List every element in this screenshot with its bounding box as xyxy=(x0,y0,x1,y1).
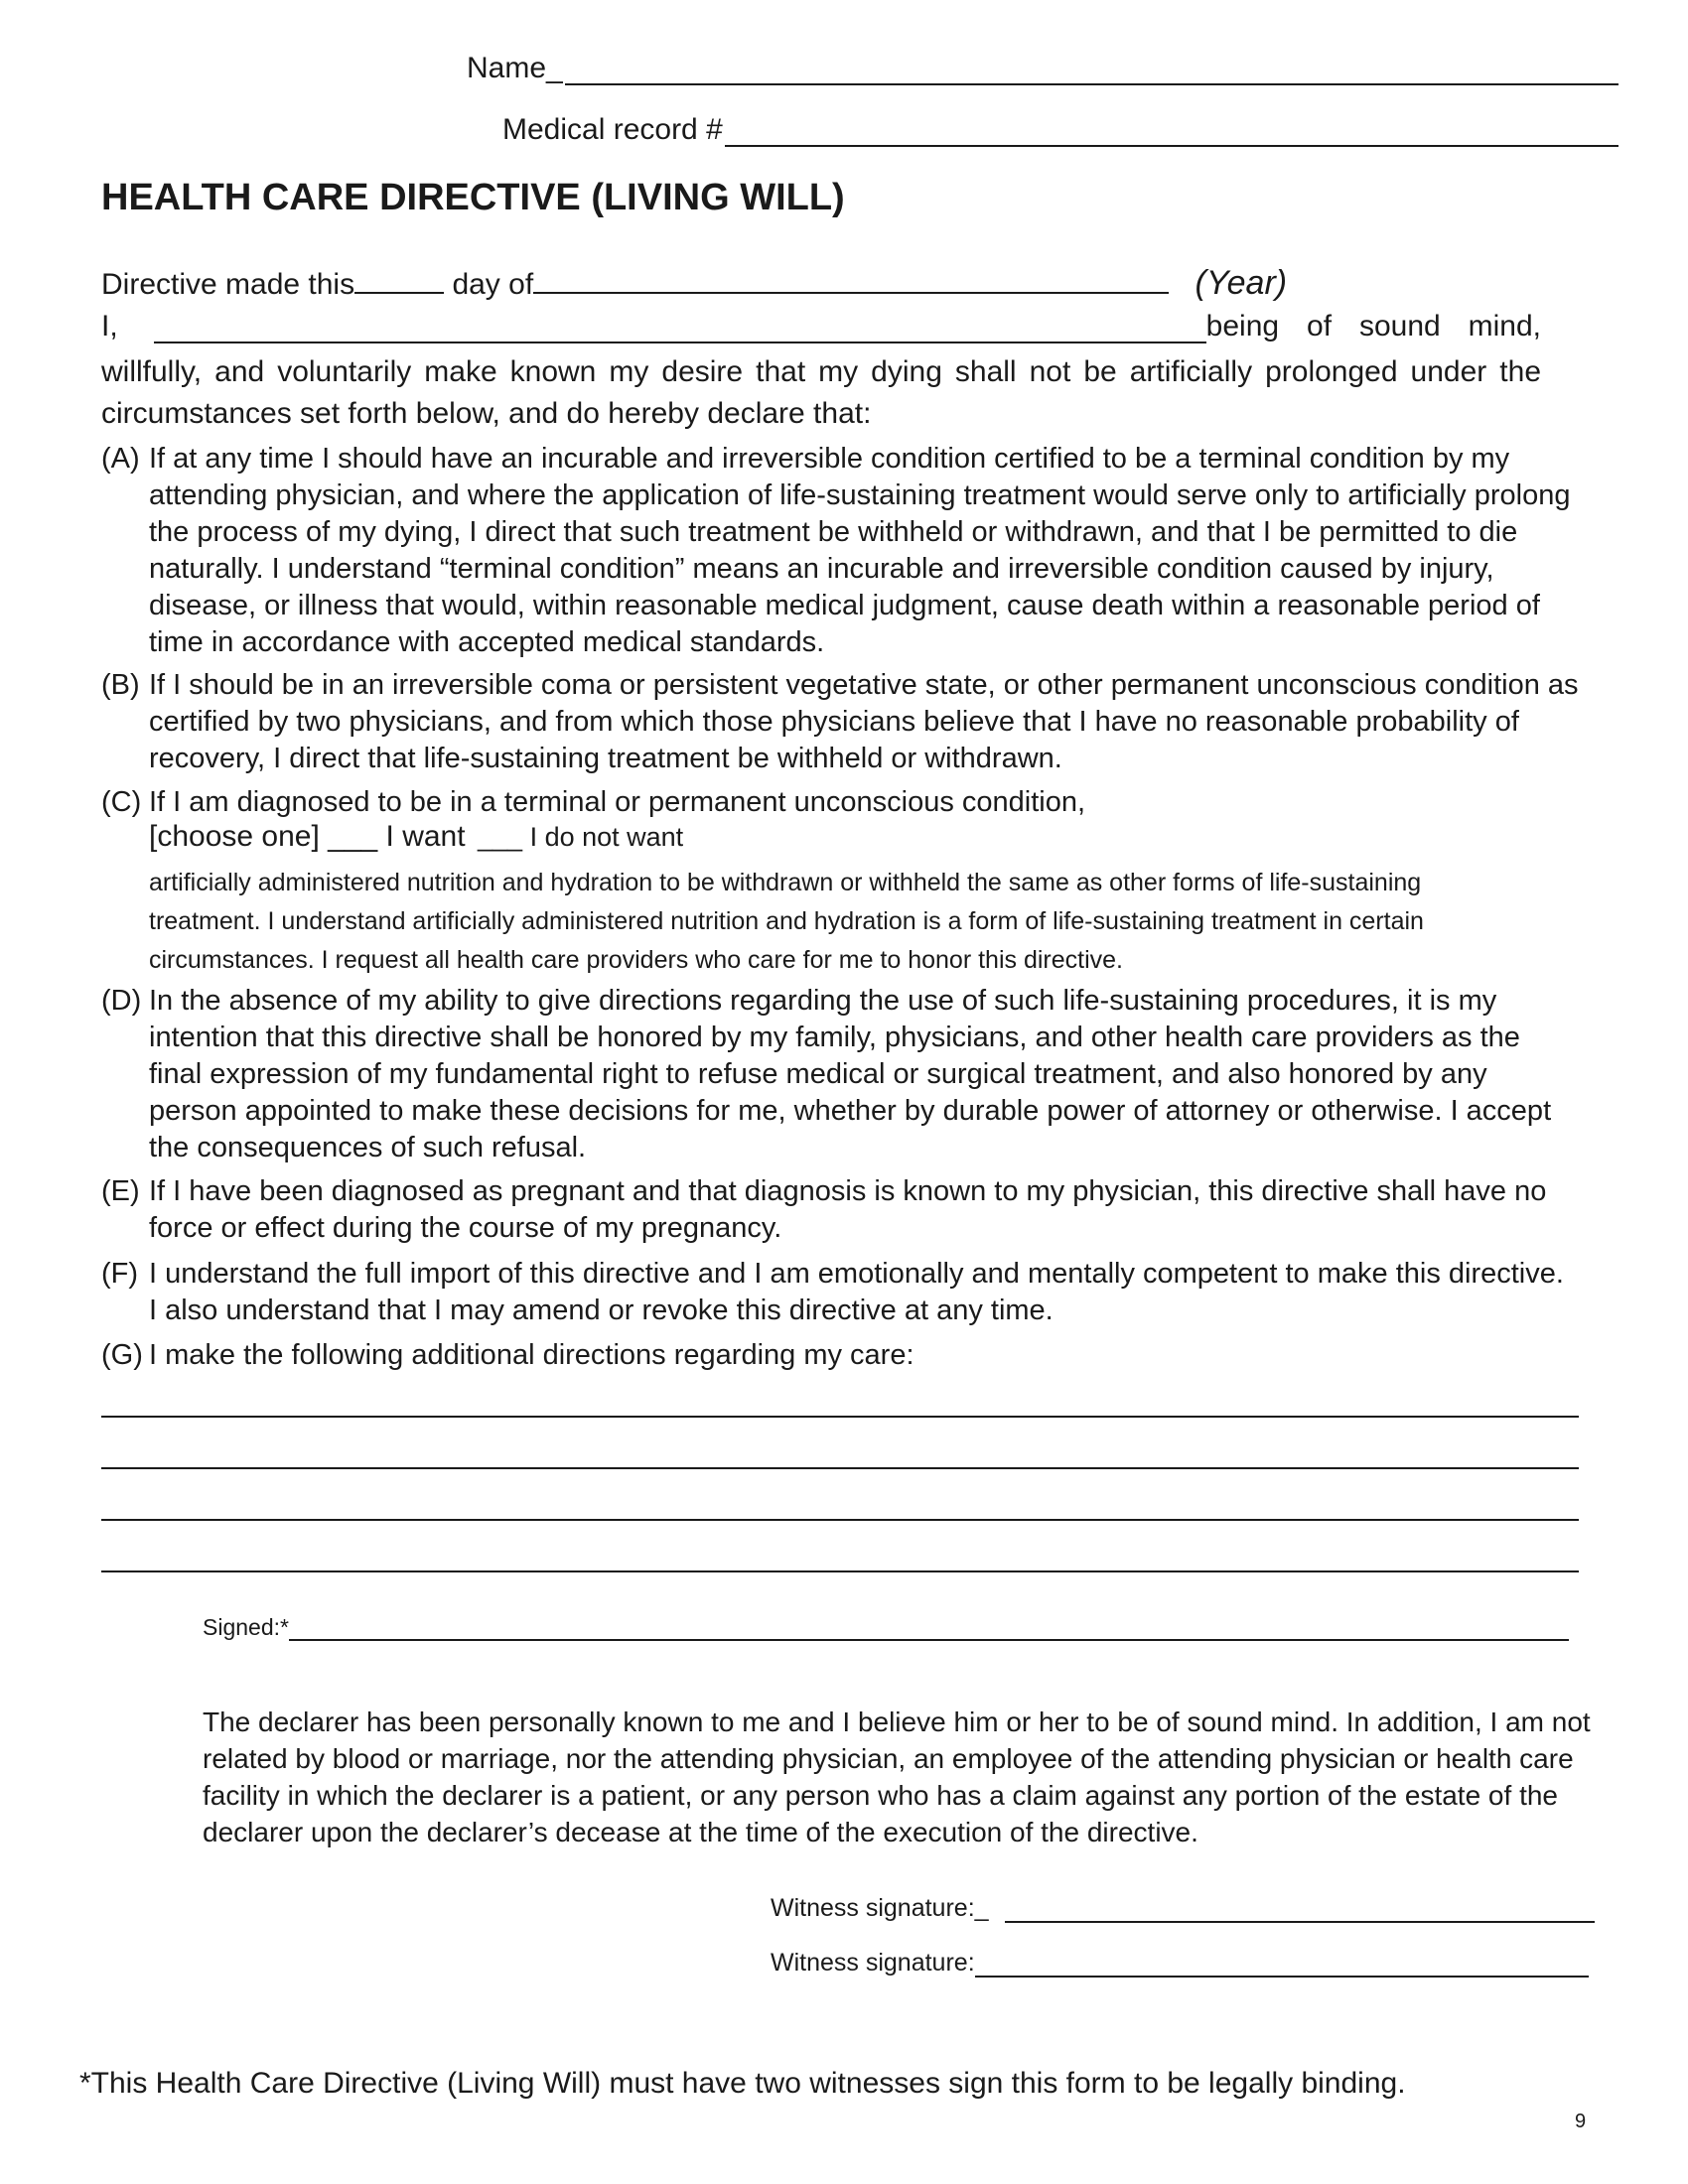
witness-signature-label: Witness signature: xyxy=(771,1949,975,1977)
item-e-label: (E) xyxy=(101,1175,140,1207)
additional-directions-line[interactable] xyxy=(101,1570,1579,1572)
medical-record-field xyxy=(502,113,1618,147)
witness-signature-input-line[interactable] xyxy=(975,1954,1589,1978)
name-label: Name_ xyxy=(467,52,563,84)
medical-record-label: Medical record # xyxy=(502,113,723,146)
witness-signature-field-1 xyxy=(771,1894,1595,1923)
additional-directions-line[interactable] xyxy=(101,1467,1579,1469)
day-of-label: day of xyxy=(452,268,534,301)
medical-record-input-line[interactable] xyxy=(725,121,1618,147)
choice-line xyxy=(149,820,683,854)
item-a-label: (A) xyxy=(101,443,140,475)
item-c-label: (C) xyxy=(101,786,142,818)
directive-date-line xyxy=(101,264,1287,303)
name-field xyxy=(467,52,1618,85)
name-input-line[interactable] xyxy=(565,60,1618,85)
item-d-label: (D) xyxy=(101,985,142,1017)
i-label: I, xyxy=(101,310,118,342)
item-g-text: I make the following additional directions regarding my care: xyxy=(149,1339,914,1371)
witness-statement: The declarer has been personally known to me and I believe him or her to be of sound mind. In addition, I am not related by blood or marriage, nor the attending physician, an employee of the attending physician or health care facility in which the declarer is a patient, or any person who has a claim against any portion of the estate of the declarer upon the declarer’s decease at the time of the execution of the directive. xyxy=(203,1706,1591,1847)
item-g-label: (G) xyxy=(101,1339,143,1371)
footnote: *This Health Care Directive (Living Will) must have two witnesses sign this form to be legally binding. xyxy=(79,2067,1406,2100)
witness-signature-field-2 xyxy=(771,1949,1589,1978)
item-e-text: If I have been diagnosed as pregnant and that diagnosis is known to my physician, this directive shall have no force or effect during the course of my pregnancy. xyxy=(149,1175,1547,1244)
directive-made-this-label: Directive made this xyxy=(101,268,355,301)
signed-label: Signed:* xyxy=(203,1614,289,1640)
item-b-label: (B) xyxy=(101,669,140,701)
item-c-text: If I am diagnosed to be in a terminal or permanent unconscious condition, xyxy=(149,786,1086,818)
day-input-line[interactable] xyxy=(354,266,444,294)
do-not-want-option[interactable]: ___ I do not want xyxy=(478,822,684,852)
additional-directions-line[interactable] xyxy=(101,1416,1579,1418)
being-of-sound-mind-label: being of sound mind, xyxy=(1205,310,1541,342)
signature-input-line[interactable] xyxy=(289,1619,1569,1641)
page-title: HEALTH CARE DIRECTIVE (LIVING WILL) xyxy=(101,177,845,218)
choose-one-want-option[interactable]: [choose one] ___ I want xyxy=(149,820,466,853)
year-label: (Year) xyxy=(1195,264,1288,302)
item-f-text: I understand the full import of this directive and I am emotionally and mentally competent to make this directive. I also understand that I may amend or revoke this directive at any time. xyxy=(149,1258,1564,1326)
item-d-text: In the absence of my ability to give directions regarding the use of such life-sustaining procedures, it is my intention that this directive shall be honored by my family, physicians, and other health care providers as the final expression of my fundamental right to refuse medical or surgical treatment, and also honored by any person appointed to make these decisions for me, whether by durable power of attorney or otherwise. I accept the consequences of such refusal. xyxy=(149,985,1552,1163)
signed-field xyxy=(203,1614,1569,1641)
choice-continuation: artificially administered nutrition and hydration to be withdrawn or withheld the same as other forms of life-sustaining treatment. I understand artificially administered nutrition and hydration is a form of life-sustaining treatment in certain circumstances. I request all health care providers who care for me to honor this directive. xyxy=(149,869,1424,974)
item-f-label: (F) xyxy=(101,1258,139,1290)
declarant-line xyxy=(101,310,1541,343)
page-number: 9 xyxy=(1575,2111,1587,2132)
intro-continuation: willfully, and voluntarily make known my desire that my dying shall not be artificially prolonged under the circumstances set forth below, and do hereby declare that: xyxy=(101,355,1541,430)
additional-directions-line[interactable] xyxy=(101,1519,1579,1521)
declarant-name-input-line[interactable] xyxy=(154,316,1206,343)
month-input-line[interactable] xyxy=(533,266,1169,294)
witness-signature-input-line[interactable] xyxy=(1005,1899,1595,1923)
witness-signature-label: Witness signature:_ xyxy=(771,1894,989,1922)
item-b-text: If I should be in an irreversible coma or persistent vegetative state, or other permanent unconscious condition as certified by two physicians, and from which those physicians believe that I have no reasonable probability of recovery, I direct that life-sustaining treatment be withheld or withdrawn. xyxy=(149,669,1579,774)
item-a-text: If at any time I should have an incurable and irreversible condition certified to be a terminal condition by my attending physician, and where the application of life-sustaining treatment would serve only to artificially prolong the process of my dying, I direct that such treatment be withheld or withdrawn, and that I be permitted to die naturally. I understand “terminal condition” means an incurable and irreversible condition caused by injury, disease, or illness that would, within reasonable medical judgment, cause death within a reasonable period of time in accordance with accepted medical standards. xyxy=(149,443,1571,658)
